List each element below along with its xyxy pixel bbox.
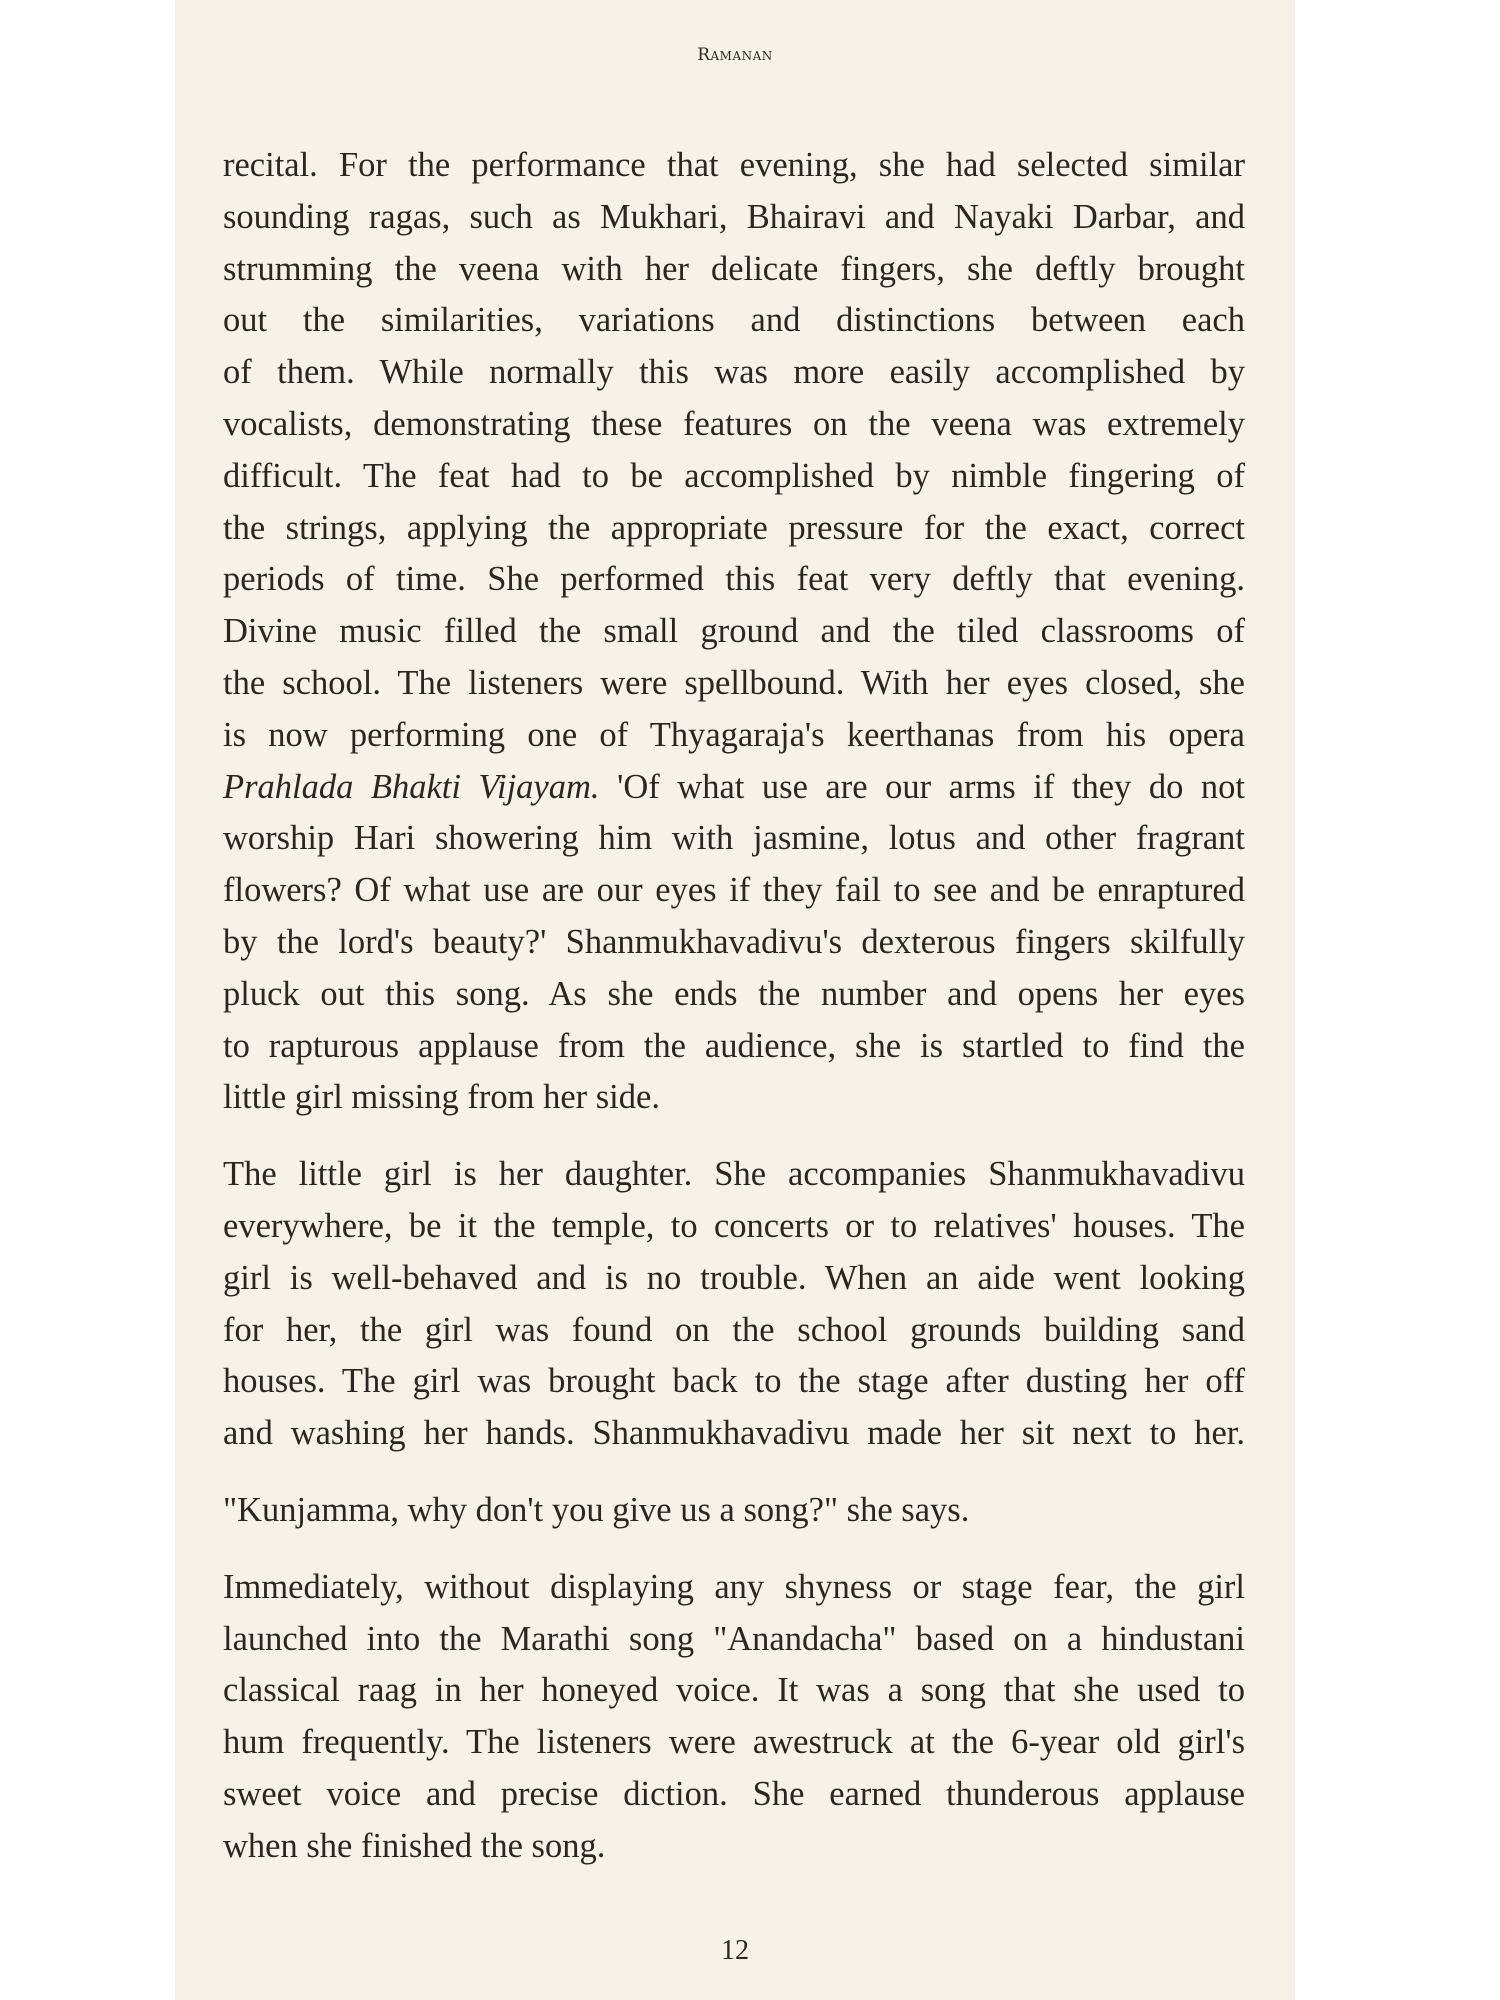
paragraph-gap xyxy=(223,1460,1245,1485)
text-line: and washing her hands. Shanmukhavadivu made her sit next to her. xyxy=(223,1414,1245,1453)
paragraph-1 xyxy=(223,140,1245,1124)
text-fragment: 'Of what use are our arms if they do not xyxy=(599,767,1245,806)
opera-title: Prahlada Bhakti Vijayam. xyxy=(223,767,600,806)
paragraph-4 xyxy=(223,1562,1245,1873)
page-number: 12 xyxy=(721,1935,749,1966)
text-line: Divine music filled the small ground and the tiled classrooms of xyxy=(223,612,1245,651)
book-page xyxy=(175,0,1295,2000)
text-line: hum frequently. The listeners were awestruck at the 6-year old girl's xyxy=(223,1723,1245,1762)
text-line: difficult. The feat had to be accomplished by nimble fingering of xyxy=(223,456,1245,495)
text-line: vocalists, demonstrating these features on the veena was extremely xyxy=(223,404,1245,443)
dialogue-line: "Kunjamma, why don't you give us a song?" she says. xyxy=(223,1490,970,1529)
text-line: periods of time. She performed this feat very deftly that evening. xyxy=(223,560,1245,599)
page-body xyxy=(223,140,1245,1873)
text-line: when she finished the song. xyxy=(223,1826,606,1865)
paragraph-gap xyxy=(223,1537,1245,1562)
text-line: for her, the girl was found on the school grounds building sand xyxy=(223,1310,1245,1349)
text-line: everywhere, be it the temple, to concerts or to relatives' houses. The xyxy=(223,1206,1245,1245)
paragraph-2 xyxy=(223,1149,1245,1460)
text-line: launched into the Marathi song "Anandacha" based on a hindustani xyxy=(223,1619,1245,1658)
text-line: the strings, applying the appropriate pressure for the exact, correct xyxy=(223,508,1245,547)
text-line: classical raag in her honeyed voice. It was a song that she used to xyxy=(223,1671,1245,1710)
text-line: of them. While normally this was more easily accomplished by xyxy=(223,353,1245,392)
text-line: houses. The girl was brought back to the stage after dusting her off xyxy=(223,1362,1245,1401)
paragraph-3 xyxy=(223,1485,1245,1537)
text-line: is now performing one of Thyagaraja's keerthanas from his opera xyxy=(223,715,1245,754)
text-line: the school. The listeners were spellbound. With her eyes closed, she xyxy=(223,663,1245,702)
text-line: flowers? Of what use are our eyes if they fail to see and be enraptured xyxy=(223,871,1245,910)
text-line: Immediately, without displaying any shyness or stage fear, the girl xyxy=(223,1567,1245,1606)
text-line: strumming the veena with her delicate fingers, she deftly brought xyxy=(223,249,1245,288)
text-line: recital. For the performance that evening, she had selected similar xyxy=(223,146,1245,184)
text-line: by the lord's beauty?' Shanmukhavadivu's dexterous fingers skilfully xyxy=(223,922,1245,961)
text-line: pluck out this song. As she ends the number and opens her eyes xyxy=(223,974,1245,1013)
text-line: out the similarities, variations and distinctions between each xyxy=(223,301,1245,340)
text-line: little girl missing from her side. xyxy=(223,1078,660,1117)
text-line: sounding ragas, such as Mukhari, Bhairavi and Nayaki Darbar, and xyxy=(223,197,1245,236)
text-line: girl is well-behaved and is no trouble. When an aide went looking xyxy=(223,1258,1245,1297)
text-line: sweet voice and precise diction. She earned thunderous applause xyxy=(223,1774,1245,1813)
text-line: to rapturous applause from the audience, she is startled to find the xyxy=(223,1026,1245,1065)
running-head: Ramanan xyxy=(697,45,773,65)
paragraph-gap xyxy=(223,1124,1245,1149)
text-line: The little girl is her daughter. She accompanies Shanmukhavadivu xyxy=(223,1155,1245,1194)
text-line-with-title xyxy=(223,762,1245,814)
text-line: worship Hari showering him with jasmine, lotus and other fragrant xyxy=(223,819,1245,858)
